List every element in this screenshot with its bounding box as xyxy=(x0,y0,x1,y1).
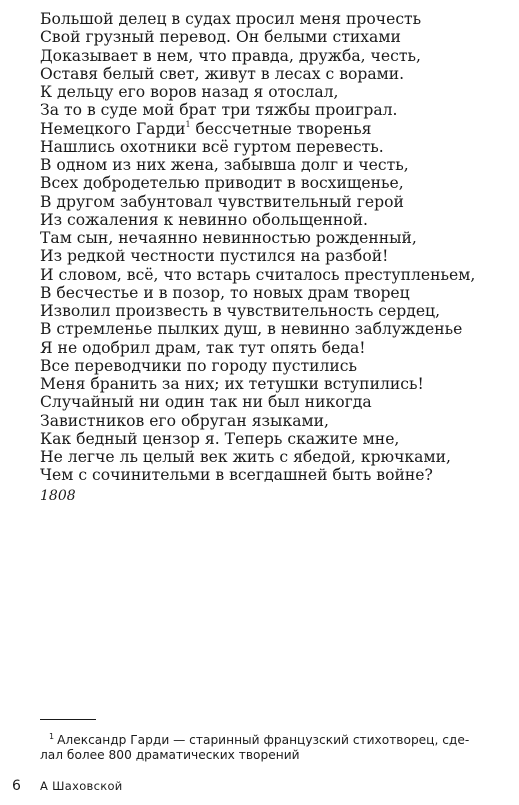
page-footer xyxy=(12,775,123,794)
poem-line: Из редкой честности пустился на разбой! xyxy=(40,247,389,266)
poem-line: Чем с сочинительми в всегдашней быть войне? xyxy=(40,466,433,485)
poem-line-tail: бессчетные творенья xyxy=(190,119,372,138)
poem-line: Завистников его обруган языками, xyxy=(40,411,329,430)
poem-line: Там сын, нечаянно невинностью рожденный, xyxy=(40,229,417,247)
poem-line-head: Немецкого Гарди xyxy=(40,119,186,138)
poem-line: Из сожаления к невинно обольщенной. xyxy=(40,210,368,229)
poem-line: Всех добродетелью приводит в восхищенье, xyxy=(40,174,404,193)
poem-line: За то в суде мой брат три тяжбы проиграл. xyxy=(40,101,398,120)
poem-line: Меня бранить за них; их тетушки вступились! xyxy=(40,375,424,393)
running-author: А Шаховской xyxy=(40,779,123,793)
poem-line: Изволил произвесть в чувствительность сердец, xyxy=(40,302,441,320)
footnote-line: лал более 800 драматических творений xyxy=(40,747,300,762)
poem-line: Доказывает в нем, что правда, дружба, честь, xyxy=(40,46,421,65)
poem-line: Свой грузный перевод. Он белыми стихами xyxy=(40,28,401,47)
poem-line: В стремленье пылких душ, в невинно заблужденье xyxy=(40,320,463,339)
poem-line-with-footnote-ref xyxy=(40,120,510,138)
poem-line: Не легче ль целый век жить с ябедой, крючками, xyxy=(40,448,451,466)
footnote-ref-mark: 1 xyxy=(185,119,191,129)
poem-line: В другом забунтовал чувствительный герой xyxy=(40,192,404,211)
poem-line: Случайный ни один так ни был никогда xyxy=(40,393,372,412)
poem-line: К дельцу его воров назад я отослал, xyxy=(40,83,339,101)
poem-line: Все переводчики по городу пустились xyxy=(40,356,358,375)
poem-text xyxy=(40,10,510,485)
poem-line: Как бедный цензор я. Теперь скажите мне, xyxy=(40,429,400,448)
poem-line: В одном из них жена, забывша долг и честь, xyxy=(40,156,409,174)
page-number: 6 xyxy=(12,778,21,794)
poem-line: Оставя белый свет, живут в лесах с ворами. xyxy=(40,64,405,83)
poem-line: В бесчестье и в позор, то новых драм творец xyxy=(40,283,410,302)
poem-line: Большой делец в судах просил меня прочесть xyxy=(40,10,422,28)
footnote-divider xyxy=(40,719,96,720)
poem-line: Нашлись охотники всё гуртом перевесть. xyxy=(40,137,384,156)
footnote-text: Александр Гарди — старинный французский стихотворец, сде- xyxy=(57,733,470,747)
poem-date: 1808 xyxy=(40,488,76,504)
footnote xyxy=(40,733,492,762)
poem-line: И словом, всё, что встарь считалось преступленьем, xyxy=(40,265,476,284)
poem-line: Я не одобрил драм, так тут опять беда! xyxy=(40,338,366,357)
footnote-mark: 1 xyxy=(49,732,55,741)
footnote-line xyxy=(40,733,492,748)
